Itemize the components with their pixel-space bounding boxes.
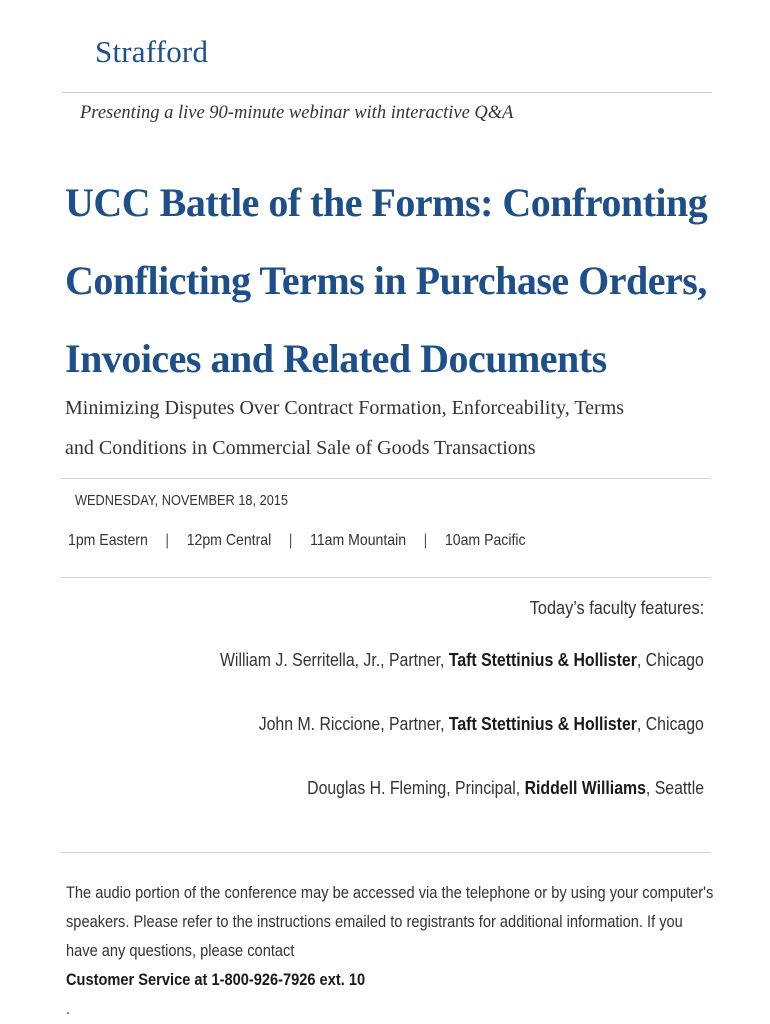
subtitle-line: and Conditions in Commercial Sale of Goods Transactions xyxy=(65,437,536,459)
faculty-firm: Taft Stettinius & Hollister xyxy=(449,714,638,734)
time-mountain: 11am Mountain xyxy=(310,532,407,549)
faculty-member xyxy=(307,778,704,799)
time-separator: | xyxy=(165,532,170,549)
webinar-times xyxy=(68,532,526,550)
webinar-title xyxy=(65,164,715,398)
header-divider xyxy=(62,92,712,93)
webinar-subtitle xyxy=(65,388,715,468)
title-line: UCC Battle of the Forms: Confronting xyxy=(65,180,708,225)
faculty-name-role: Douglas H. Fleming, Principal, xyxy=(307,778,525,798)
faculty-name-role: John M. Riccione, Partner, xyxy=(258,714,450,734)
schedule-box xyxy=(60,478,711,578)
time-pacific: 10am Pacific xyxy=(444,532,526,549)
faculty-member xyxy=(220,650,704,671)
faculty-firm: Riddell Williams xyxy=(524,778,646,798)
notice-line: speakers. Please refer to the instructions emailed to registrants for additional information. If you xyxy=(66,912,683,931)
time-eastern: 1pm Eastern xyxy=(68,532,148,549)
faculty-firm: Taft Stettinius & Hollister xyxy=(449,650,638,670)
faculty-name-role: William J. Serritella, Jr., Partner, xyxy=(220,650,450,670)
faculty-city: , Chicago xyxy=(637,714,704,734)
faculty-member xyxy=(259,714,704,735)
notice-text: have any questions, please contact xyxy=(66,941,295,960)
strafford-logo: Strafford xyxy=(95,34,209,69)
webinar-date: WEDNESDAY, NOVEMBER 18, 2015 xyxy=(75,493,288,509)
customer-service-contact: Customer Service at 1-800-926-7926 ext. 10 xyxy=(66,970,366,989)
subtitle-line: Minimizing Disputes Over Contract Formation, Enforceability, Terms xyxy=(65,397,625,419)
time-separator: | xyxy=(288,532,293,549)
notice-text: . xyxy=(66,999,71,1018)
title-line: Invoices and Related Documents xyxy=(65,336,607,381)
notice-line xyxy=(66,936,685,1023)
footer-divider xyxy=(60,852,711,853)
faculty-city: , Chicago xyxy=(637,650,704,670)
audio-notice xyxy=(66,878,714,1023)
faculty-city: , Seattle xyxy=(645,778,704,798)
time-central: 12pm Central xyxy=(186,532,272,549)
notice-line: The audio portion of the conference may be accessed via the telephone or by using your computer's xyxy=(66,883,714,902)
time-separator: | xyxy=(423,532,428,549)
title-line: Conflicting Terms in Purchase Orders, xyxy=(65,258,707,303)
webinar-tagline: Presenting a live 90-minute webinar with interactive Q&A xyxy=(80,103,514,123)
faculty-heading: Today’s faculty features: xyxy=(529,597,704,618)
